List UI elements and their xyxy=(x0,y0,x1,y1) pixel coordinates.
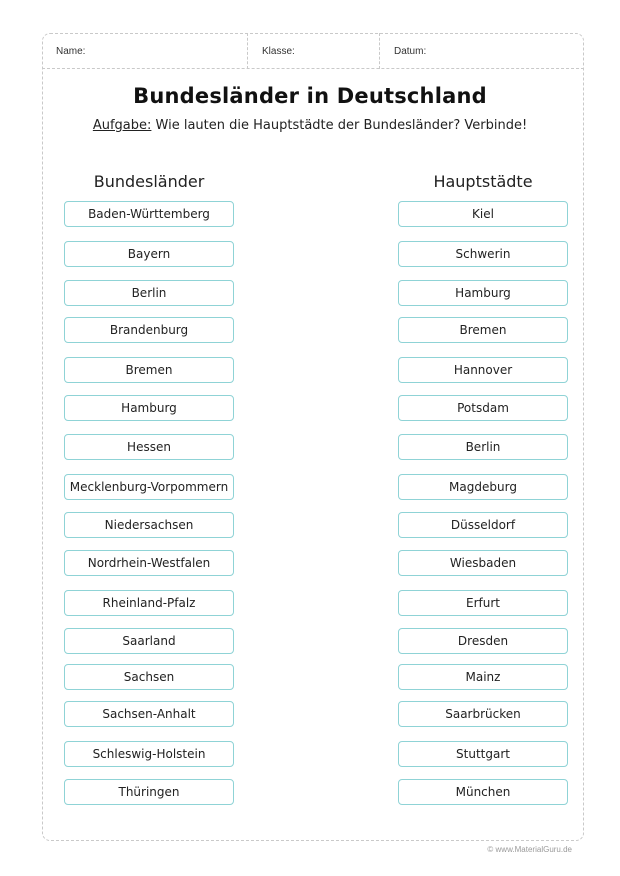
copyright-footer: © www.MaterialGuru.de xyxy=(487,845,572,854)
capital-box[interactable]: Hannover xyxy=(398,357,568,383)
datum-label: Datum: xyxy=(394,46,427,57)
state-box[interactable]: Bremen xyxy=(64,357,234,383)
klasse-label: Klasse: xyxy=(262,46,295,57)
capital-box[interactable]: Erfurt xyxy=(398,590,568,616)
state-box[interactable]: Rheinland-Pfalz xyxy=(64,590,234,616)
capital-box[interactable]: Wiesbaden xyxy=(398,550,568,576)
state-box[interactable]: Brandenburg xyxy=(64,317,234,343)
state-box[interactable]: Hessen xyxy=(64,434,234,460)
header-row xyxy=(42,33,584,69)
state-box[interactable]: Hamburg xyxy=(64,395,234,421)
capital-box[interactable]: Mainz xyxy=(398,664,568,690)
task-text: Wie lauten die Hauptstädte der Bundesländer? Verbinde! xyxy=(151,118,528,133)
datum-field[interactable] xyxy=(380,33,584,69)
capital-box[interactable]: München xyxy=(398,779,568,805)
capital-box[interactable]: Magdeburg xyxy=(398,474,568,500)
capital-box[interactable]: Berlin xyxy=(398,434,568,460)
task-instruction xyxy=(0,118,620,133)
capital-box[interactable]: Kiel xyxy=(398,201,568,227)
states-heading: Bundesländer xyxy=(93,172,205,191)
task-label: Aufgabe: xyxy=(92,118,152,133)
state-box[interactable]: Mecklenburg-Vorpommern xyxy=(64,474,234,500)
name-field[interactable] xyxy=(42,33,248,69)
capitals-heading: Hauptstädte xyxy=(433,172,533,191)
state-box[interactable]: Sachsen-Anhalt xyxy=(64,701,234,727)
state-box[interactable]: Nordrhein-Westfalen xyxy=(64,550,234,576)
state-box[interactable]: Sachsen xyxy=(64,664,234,690)
state-box[interactable]: Berlin xyxy=(64,280,234,306)
capital-box[interactable]: Schwerin xyxy=(398,241,568,267)
state-box[interactable]: Baden-Württemberg xyxy=(64,201,234,227)
page-title: Bundesländer in Deutschland xyxy=(133,84,487,108)
capital-box[interactable]: Saarbrücken xyxy=(398,701,568,727)
name-label: Name: xyxy=(56,46,86,57)
state-box[interactable]: Bayern xyxy=(64,241,234,267)
capital-box[interactable]: Dresden xyxy=(398,628,568,654)
state-box[interactable]: Saarland xyxy=(64,628,234,654)
state-box[interactable]: Niedersachsen xyxy=(64,512,234,538)
state-box[interactable]: Thüringen xyxy=(64,779,234,805)
capital-box[interactable]: Stuttgart xyxy=(398,741,568,767)
capital-box[interactable]: Düsseldorf xyxy=(398,512,568,538)
capital-box[interactable]: Bremen xyxy=(398,317,568,343)
state-box[interactable]: Schleswig-Holstein xyxy=(64,741,234,767)
klasse-field[interactable] xyxy=(248,33,380,69)
capital-box[interactable]: Hamburg xyxy=(398,280,568,306)
capital-box[interactable]: Potsdam xyxy=(398,395,568,421)
